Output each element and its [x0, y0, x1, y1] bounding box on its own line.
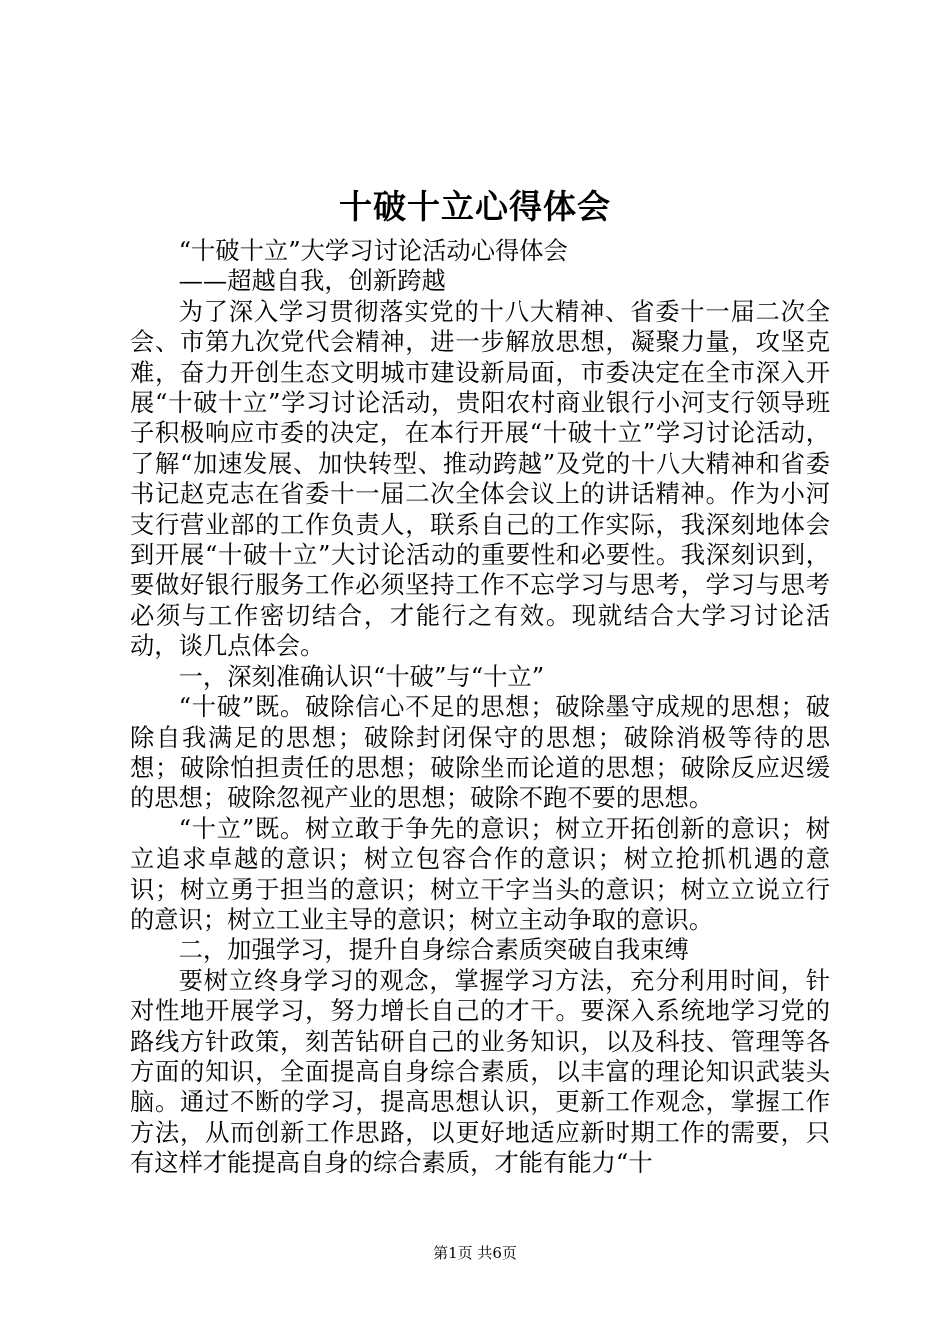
subtitle-theme: ——超越自我，创新跨越 — [178, 266, 446, 296]
document-body — [130, 236, 830, 1179]
body-paragraph: 为了深入学习贯彻落实党的十八大精神、省委十一届二次全会、市第九次党代会精神，进一步解放思想，凝聚力量，攻坚克难，奋力开创生态文明城市建设新局面，市委决定在全市深入开展“十破十立”学习讨论活动，贵阳农村商业银行小河支行领导班子积极响应市委的决定，在本行开展“十破十立”学习讨论活动，了解“加速发展、加快转型、推动跨越”及党的十八大精神和省委书记赵克志在省委十一届二次全体会议上的讲话精神。作为小河支行营业部的工作负责人，联系自己的工作实际，我深刻地体会到开展“十破十立”大讨论活动的重要性和必要性。我深刻识到，要做好银行服务工作必须坚持工作不忘学习与思考，学习与思考必须与工作密切结合，才能行之有效。现就结合大学习讨论活动，谈几点体会。 — [130, 296, 830, 661]
section-heading: 一，深刻准确认识“十破”与“十立” — [178, 661, 545, 691]
page-footer: 第1页 共6页 — [433, 1244, 517, 1262]
body-paragraph: “十立”既。树立敢于争先的意识；树立开拓创新的意识；树立追求卓越的意识；树立包容合作的意识；树立抢抓机遇的意识；树立勇于担当的意识；树立干字当头的意识；树立立说立行的意识；树立工业主导的意识；树立主动争取的意识。 — [130, 813, 830, 934]
document-title: 十破十立心得体会 — [339, 187, 611, 226]
body-paragraph: 要树立终身学习的观念，掌握学习方法，充分利用时间，针对性地开展学习，努力增长自己的才干。要深入系统地学习党的路线方针政策，刻苦钻研自己的业务知识，以及科技、管理等各方面的知识，全面提高自身综合素质，以丰富的理论知识武装头脑。通过不断的学习，提高思想认识，更新工作观念，掌握工作方法，从而创新工作思路，以更好地适应新时期工作的需要，只有这样才能提高自身的综合素质，才能有能力“十 — [130, 965, 830, 1178]
subtitle: “十破十立”大学习讨论活动心得体会 — [178, 236, 568, 265]
body-paragraph: “十破”既。破除信心不足的思想；破除墨守成规的思想；破除自我满足的思想；破除封闭保守的思想；破除消极等待的思想；破除怕担责任的思想；破除坐而论道的思想；破除反应迟缓的思想；破除忽视产业的思想；破除不跑不要的思想。 — [130, 692, 830, 813]
section-heading: 二，加强学习，提升自身综合素质突破自我束缚 — [178, 935, 689, 965]
